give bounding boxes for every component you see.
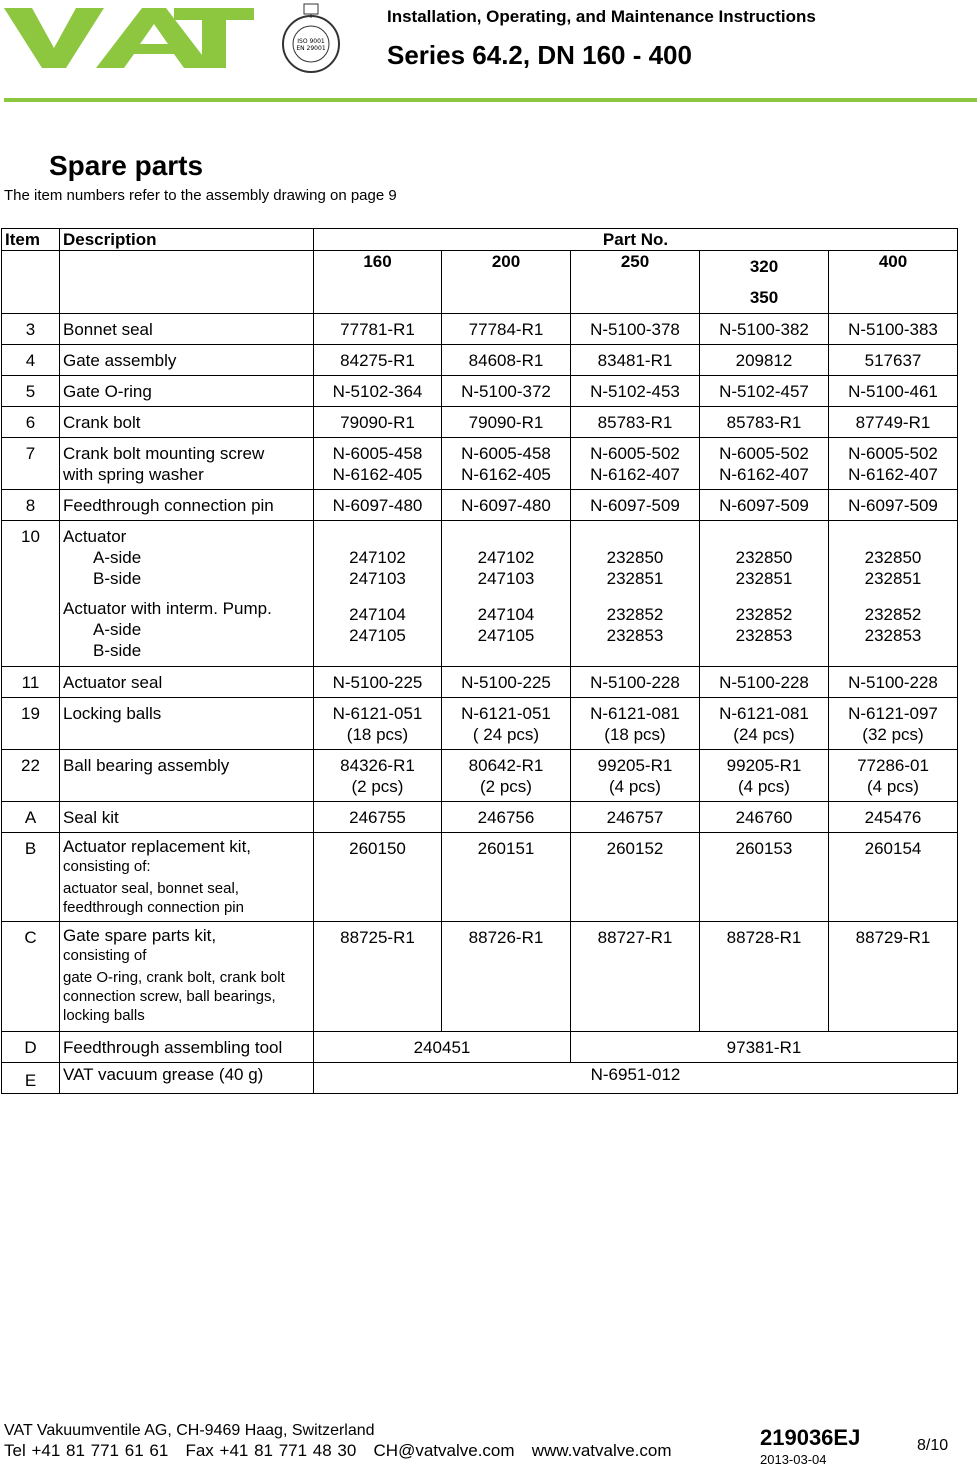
part-cell: 87749-R1 bbox=[829, 407, 958, 438]
part-cell: N-5100-225 bbox=[442, 667, 571, 698]
iso-certification-seal bbox=[280, 2, 342, 78]
item-description: Bonnet seal bbox=[60, 314, 314, 345]
part-cell: 79090-R1 bbox=[314, 407, 442, 438]
empty-cell bbox=[2, 251, 60, 314]
part-cell: 88726-R1 bbox=[442, 922, 571, 1032]
item-number: 5 bbox=[2, 376, 60, 407]
part-value: N-6005-502 bbox=[848, 444, 938, 463]
part-cell bbox=[442, 521, 571, 667]
part-value: 80642-R1 bbox=[468, 756, 544, 775]
item-number: 6 bbox=[2, 407, 60, 438]
table-row bbox=[2, 345, 958, 376]
table-row bbox=[2, 1063, 958, 1094]
size-250: 250 bbox=[571, 251, 700, 314]
part-value: 247105 bbox=[477, 626, 535, 645]
table-row bbox=[2, 438, 958, 490]
table-row bbox=[2, 922, 958, 1032]
part-cell bbox=[314, 521, 442, 667]
part-value: N-6121-097 bbox=[848, 704, 938, 723]
part-cell: 246755 bbox=[314, 802, 442, 833]
part-value: N-6005-502 bbox=[719, 444, 809, 463]
part-quantity: (4 pcs) bbox=[867, 777, 919, 796]
part-cell: N-6097-480 bbox=[314, 490, 442, 521]
website-link[interactable]: www.vatvalve.com bbox=[531, 1441, 672, 1460]
contact-line bbox=[4, 1441, 672, 1461]
part-value: 77286-01 bbox=[857, 756, 929, 775]
table-row bbox=[2, 521, 958, 667]
page-number: 8/10 bbox=[917, 1437, 949, 1454]
part-value: 99205-R1 bbox=[726, 756, 802, 775]
size-160: 160 bbox=[314, 251, 442, 314]
part-cell: 79090-R1 bbox=[442, 407, 571, 438]
table-row bbox=[2, 750, 958, 802]
header-part-no: Part No. bbox=[314, 229, 958, 251]
description-line: Gate spare parts kit, bbox=[63, 926, 217, 945]
part-cell: 209812 bbox=[700, 345, 829, 376]
part-quantity: (24 pcs) bbox=[733, 725, 795, 744]
item-description: Feedthrough connection pin bbox=[60, 490, 314, 521]
part-cell: N-6097-480 bbox=[442, 490, 571, 521]
item-number: 22 bbox=[2, 750, 60, 802]
part-cell: N-5100-225 bbox=[314, 667, 442, 698]
b-side-label: B-side bbox=[93, 641, 142, 660]
part-cell: 260150 bbox=[314, 833, 442, 922]
part-value: 232850 bbox=[735, 548, 793, 567]
part-value: N-6005-458 bbox=[332, 444, 423, 463]
part-cell: 77784-R1 bbox=[442, 314, 571, 345]
part-cell bbox=[829, 750, 958, 802]
item-description: Ball bearing assembly bbox=[60, 750, 314, 802]
item-number: D bbox=[2, 1032, 60, 1063]
part-value: 99205-R1 bbox=[597, 756, 673, 775]
part-cell: 88728-R1 bbox=[700, 922, 829, 1032]
part-value: N-6162-407 bbox=[590, 465, 680, 484]
part-cell bbox=[700, 698, 829, 750]
part-quantity: ( 24 pcs) bbox=[472, 725, 540, 744]
part-quantity: (32 pcs) bbox=[862, 725, 924, 744]
part-cell bbox=[571, 521, 700, 667]
part-cell: N-5100-382 bbox=[700, 314, 829, 345]
item-number: A bbox=[2, 802, 60, 833]
part-cell: 246757 bbox=[571, 802, 700, 833]
fax-number: Fax +41 81 771 48 30 bbox=[185, 1441, 357, 1460]
vat-logo bbox=[4, 8, 254, 68]
document-date: 2013-03-04 bbox=[760, 1452, 827, 1467]
part-value: 232851 bbox=[735, 569, 793, 588]
part-cell: 260153 bbox=[700, 833, 829, 922]
part-cell bbox=[571, 438, 700, 490]
description-note: consisting of: bbox=[63, 858, 151, 875]
part-quantity: (2 pcs) bbox=[351, 777, 404, 796]
part-cell bbox=[700, 521, 829, 667]
part-value: 247104 bbox=[477, 605, 535, 624]
part-cell: 246760 bbox=[700, 802, 829, 833]
table-row bbox=[2, 407, 958, 438]
part-cell bbox=[829, 698, 958, 750]
header-item: Item bbox=[2, 229, 60, 251]
description-line: Actuator with interm. Pump. bbox=[63, 599, 272, 618]
b-side-label: B-side bbox=[93, 569, 142, 588]
description-line: with spring washer bbox=[63, 465, 204, 484]
description-detail: gate O-ring, crank bolt, crank bolt connection screw, ball bearings, locking balls bbox=[63, 969, 285, 1024]
description-line: Actuator replacement kit, bbox=[63, 837, 252, 856]
item-description bbox=[60, 438, 314, 490]
description-line: Actuator bbox=[63, 527, 127, 546]
svg-text:ISO 9001: ISO 9001 bbox=[297, 38, 325, 45]
item-number: E bbox=[2, 1063, 60, 1094]
part-cell: 260151 bbox=[442, 833, 571, 922]
part-value: N-6121-081 bbox=[590, 704, 680, 723]
part-cell: 517637 bbox=[829, 345, 958, 376]
part-value: 232850 bbox=[606, 548, 664, 567]
size-320: 320 bbox=[749, 257, 779, 276]
document-number: 219036EJ bbox=[760, 1425, 861, 1450]
table-row bbox=[2, 698, 958, 750]
part-cell: 260154 bbox=[829, 833, 958, 922]
part-cell bbox=[571, 698, 700, 750]
item-description: Actuator seal bbox=[60, 667, 314, 698]
part-cell: N-5100-228 bbox=[829, 667, 958, 698]
table-row bbox=[2, 490, 958, 521]
item-description: Gate assembly bbox=[60, 345, 314, 376]
item-number: 11 bbox=[2, 667, 60, 698]
section-title: Spare parts bbox=[49, 150, 204, 181]
part-cell: N-5100-228 bbox=[571, 667, 700, 698]
item-number: 4 bbox=[2, 345, 60, 376]
part-cell: 83481-R1 bbox=[571, 345, 700, 376]
part-quantity: (2 pcs) bbox=[480, 777, 532, 796]
item-number: 8 bbox=[2, 490, 60, 521]
part-cell bbox=[442, 698, 571, 750]
part-cell bbox=[700, 438, 829, 490]
part-cell: N-6097-509 bbox=[571, 490, 700, 521]
phone-number: Tel +41 81 771 61 61 bbox=[4, 1441, 169, 1460]
empty-cell bbox=[60, 251, 314, 314]
part-value: 232852 bbox=[735, 605, 793, 624]
size-320-350 bbox=[700, 251, 829, 314]
part-value: 232853 bbox=[735, 626, 793, 645]
item-number: 3 bbox=[2, 314, 60, 345]
part-value: 232850 bbox=[864, 548, 922, 567]
svg-text:EN 29001: EN 29001 bbox=[296, 45, 326, 52]
header-description: Description bbox=[60, 229, 314, 251]
part-quantity: (18 pcs) bbox=[346, 725, 409, 744]
part-value: 247103 bbox=[477, 569, 535, 588]
item-description bbox=[60, 521, 314, 667]
size-200: 200 bbox=[442, 251, 571, 314]
table-row bbox=[2, 1032, 958, 1063]
part-value: N-6005-458 bbox=[461, 444, 551, 463]
part-cell: 240451 bbox=[314, 1032, 571, 1063]
part-quantity: (18 pcs) bbox=[604, 725, 666, 744]
item-description: Crank bolt bbox=[60, 407, 314, 438]
part-cell: N-5102-457 bbox=[700, 376, 829, 407]
part-cell bbox=[829, 521, 958, 667]
part-cell: N-6951-012 bbox=[314, 1063, 958, 1094]
item-number: 19 bbox=[2, 698, 60, 750]
part-value: N-6005-502 bbox=[590, 444, 680, 463]
part-value: 232853 bbox=[864, 626, 922, 645]
part-cell bbox=[571, 750, 700, 802]
part-cell bbox=[700, 750, 829, 802]
item-description bbox=[60, 833, 314, 922]
spare-parts-table bbox=[1, 228, 958, 1094]
table-row bbox=[2, 314, 958, 345]
part-cell bbox=[314, 750, 442, 802]
part-value: 232852 bbox=[864, 605, 922, 624]
part-cell: 246756 bbox=[442, 802, 571, 833]
part-value: 247105 bbox=[349, 626, 406, 645]
table-row bbox=[2, 667, 958, 698]
part-value: 247102 bbox=[477, 548, 535, 567]
item-number: 7 bbox=[2, 438, 60, 490]
part-value: 247104 bbox=[349, 605, 406, 624]
part-value: N-6162-407 bbox=[719, 465, 809, 484]
email-link[interactable]: CH@vatvalve.com bbox=[373, 1441, 515, 1460]
part-cell: N-6097-509 bbox=[829, 490, 958, 521]
description-detail: actuator seal, bonnet seal, feedthrough connection pin bbox=[63, 880, 244, 916]
part-cell: 245476 bbox=[829, 802, 958, 833]
part-value: 232853 bbox=[606, 626, 664, 645]
part-cell: 77781-R1 bbox=[314, 314, 442, 345]
header-divider bbox=[4, 98, 977, 102]
part-cell: 88725-R1 bbox=[314, 922, 442, 1032]
part-value: 247103 bbox=[349, 569, 406, 588]
part-cell bbox=[442, 750, 571, 802]
part-cell: 88727-R1 bbox=[571, 922, 700, 1032]
part-cell: 84608-R1 bbox=[442, 345, 571, 376]
part-cell: 85783-R1 bbox=[700, 407, 829, 438]
table-row bbox=[2, 833, 958, 922]
size-header-row bbox=[2, 251, 958, 314]
part-cell: N-5100-228 bbox=[700, 667, 829, 698]
a-side-label: A-side bbox=[93, 620, 142, 639]
part-cell: N-5100-383 bbox=[829, 314, 958, 345]
part-quantity: (4 pcs) bbox=[609, 777, 661, 796]
part-cell bbox=[314, 698, 442, 750]
document-title: Installation, Operating, and Maintenance Instructions bbox=[387, 7, 816, 26]
item-number: 10 bbox=[2, 521, 60, 667]
part-cell bbox=[829, 438, 958, 490]
part-value: 84326-R1 bbox=[340, 756, 415, 775]
part-cell bbox=[442, 438, 571, 490]
part-cell bbox=[314, 438, 442, 490]
part-cell: 84275-R1 bbox=[314, 345, 442, 376]
description-line: Crank bolt mounting screw bbox=[63, 444, 265, 463]
part-cell: 260152 bbox=[571, 833, 700, 922]
part-cell: N-5102-364 bbox=[314, 376, 442, 407]
size-350: 350 bbox=[749, 288, 779, 307]
item-description: Feedthrough assembling tool bbox=[60, 1032, 314, 1063]
part-value: 232851 bbox=[864, 569, 922, 588]
part-cell: N-5102-453 bbox=[571, 376, 700, 407]
part-value: N-6121-081 bbox=[719, 704, 809, 723]
part-value: N-6121-051 bbox=[332, 704, 423, 723]
section-subtitle: The item numbers refer to the assembly drawing on page 9 bbox=[4, 187, 397, 204]
description-note: consisting of bbox=[63, 947, 147, 964]
part-value: 232851 bbox=[606, 569, 664, 588]
company-address: VAT Vakuumventile AG, CH-9469 Haag, Switzerland bbox=[4, 1422, 375, 1439]
a-side-label: A-side bbox=[93, 548, 142, 567]
part-cell: 88729-R1 bbox=[829, 922, 958, 1032]
item-number: C bbox=[2, 922, 60, 1032]
part-cell: 85783-R1 bbox=[571, 407, 700, 438]
item-description: VAT vacuum grease (40 g) bbox=[60, 1063, 314, 1094]
part-cell: N-5100-372 bbox=[442, 376, 571, 407]
part-value: 247102 bbox=[349, 548, 406, 567]
part-value: N-6162-407 bbox=[848, 465, 938, 484]
size-400: 400 bbox=[829, 251, 958, 314]
part-value: N-6162-405 bbox=[332, 465, 423, 484]
part-cell: N-5100-461 bbox=[829, 376, 958, 407]
part-value: 232852 bbox=[606, 605, 664, 624]
part-value: N-6121-051 bbox=[461, 704, 551, 723]
item-description: Gate O-ring bbox=[60, 376, 314, 407]
part-value: N-6162-405 bbox=[461, 465, 551, 484]
table-row bbox=[2, 802, 958, 833]
part-cell: N-5100-378 bbox=[571, 314, 700, 345]
item-description bbox=[60, 922, 314, 1032]
table-header-row bbox=[2, 229, 958, 251]
part-cell: 97381-R1 bbox=[571, 1032, 958, 1063]
part-cell: N-6097-509 bbox=[700, 490, 829, 521]
part-quantity: (4 pcs) bbox=[738, 777, 790, 796]
series-title: Series 64.2, DN 160 - 400 bbox=[387, 40, 692, 70]
item-number: B bbox=[2, 833, 60, 922]
item-description: Seal kit bbox=[60, 802, 314, 833]
item-description: Locking balls bbox=[60, 698, 314, 750]
table-row bbox=[2, 376, 958, 407]
